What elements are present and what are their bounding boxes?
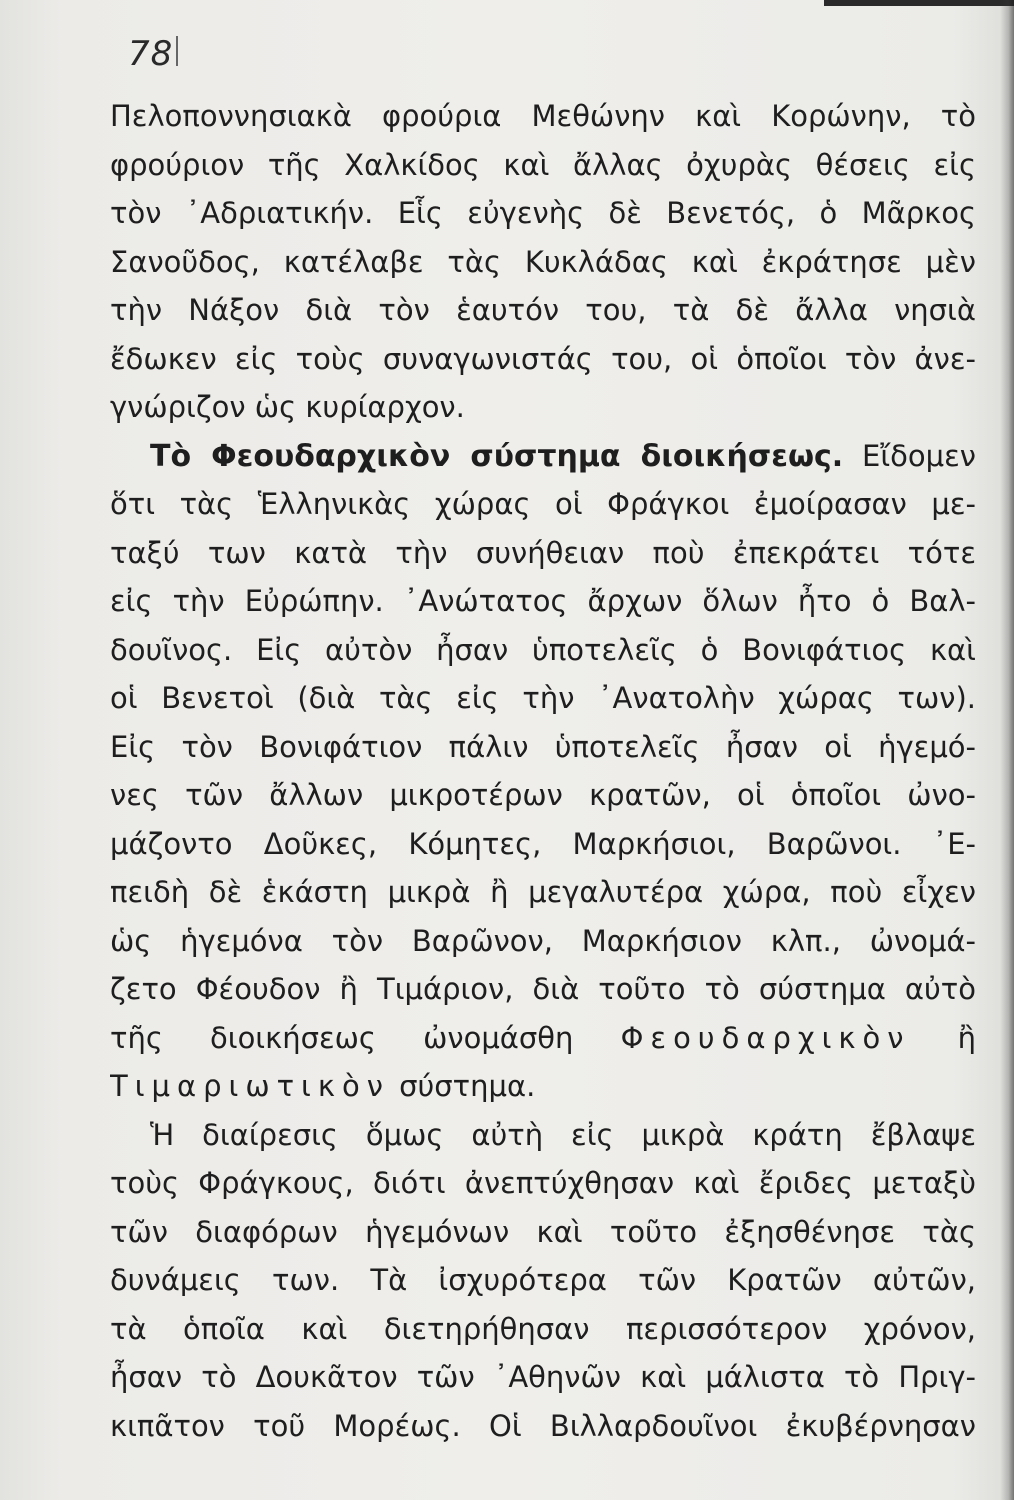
text-line: ἔδωκεν εἰς τοὺς συναγωνιστάς του, οἱ ὁποῖοι τὸν ἀνε-: [110, 341, 976, 376]
page-binding-shadow: [1000, 0, 1014, 1500]
section-heading: Τὸ Φεουδαρχικὸν σύστημα διοικήσεως.: [150, 438, 844, 474]
text-line: μάζοντο Δοῦκες, Κόμητες, Μαρκήσιοι, Βαρῶνοι. ᾿Ε-: [110, 826, 976, 861]
text-line: πειδὴ δὲ ἑκάστη μικρὰ ἢ μεγαλυτέρα χώρα, ποὺ εἶχεν: [110, 875, 976, 909]
text-line: δουῖνος. Εἰς αὐτὸν ἦσαν ὑποτελεῖς ὁ Βονιφάτιος καὶ: [110, 632, 976, 667]
text-line: Πελοποννησιακὰ φρούρια Μεθώνην καὶ Κορώνην, τὸ: [110, 99, 976, 133]
text-line: ὅτι τὰς Ἑλληνικὰς χώρας οἱ Φράγκοι ἐμοίρασαν με-: [110, 487, 976, 521]
text-line: κιπᾶτον τοῦ Μορέως. Οἱ Βιλλαρδουῖνοι ἐκυβέρνησαν: [110, 1408, 976, 1443]
page-number: 78: [128, 34, 174, 74]
text-line: νες τῶν ἄλλων μικροτέρων κρατῶν, οἱ ὁποῖοι ὠνο-: [110, 778, 976, 812]
text-line: ἦσαν τὸ Δουκᾶτον τῶν ᾿Αθηνῶν καὶ μάλιστα τὸ Πριγ-: [110, 1360, 976, 1394]
text-fragment: τῆς διοικήσεως ὠνομάσθη: [110, 1020, 574, 1055]
text-line: τὸν ᾿Αδριατικήν. Εἷς εὐγενὴς δὲ Βενετός, ὁ Μᾶρκος: [110, 196, 976, 230]
spaced-term: Φεουδαρχικὸν: [620, 1020, 911, 1055]
text-line: ταξύ των κατὰ τὴν συνήθειαν ποὺ ἐπεκράτει τότε: [110, 535, 976, 570]
text-line: Εἰς τὸν Βονιφάτιον πάλιν ὑποτελεῖς ἦσαν οἱ ἡγεμό-: [110, 729, 976, 764]
text-line: Σανοῦδος, κατέλαβε τὰς Κυκλάδας καὶ ἐκράτησε μὲν: [110, 244, 976, 279]
text-fragment: ἢ: [957, 1020, 976, 1055]
text-line: φρούριον τῆς Χαλκίδος καὶ ἄλλας ὀχυρὰς θέσεις εἰς: [110, 147, 976, 182]
text-line: οἱ Βενετοὶ (διὰ τὰς εἰς τὴν ᾿Ανατολὴν χώρας των).: [110, 681, 976, 715]
page-top-edge-shadow: [824, 0, 1014, 6]
text-line: δυνάμεις των. Τὰ ἰσχυρότερα τῶν Κρατῶν αὐτῶν,: [110, 1263, 976, 1297]
text-line: ζετο Φέουδον ἢ Τιμάριον, διὰ τοῦτο τὸ σύστημα αὐτὸ: [110, 972, 976, 1006]
page-number-mark: [176, 36, 178, 66]
text-line: Ἡ διαίρεσις ὅμως αὐτὴ εἰς μικρὰ κράτη ἔβλαψε: [150, 1117, 976, 1152]
text-line: εἰς τὴν Εὐρώπην. ᾿Ανώτατος ἄρχων ὅλων ἦτο ὁ Βαλ-: [110, 584, 976, 618]
text-fragment: Εἴδομεν: [862, 438, 976, 473]
text-line: τὰ ὁποῖα καὶ διετηρήθησαν περισσότερον χρόνον,: [110, 1311, 976, 1346]
text-fragment: σύστημα.: [399, 1069, 536, 1103]
body-text: [110, 92, 976, 1450]
text-line: [110, 1062, 976, 1111]
section-heading-line: [110, 432, 976, 481]
text-line: γνώριζον ὡς κυρίαρχον.: [110, 390, 465, 424]
text-line: [110, 1014, 976, 1063]
text-line: τοὺς Φράγκους, διότι ἀνεπτύχθησαν καὶ ἔριδες μεταξὺ: [110, 1166, 976, 1200]
spaced-term: Τιμαριωτικὸν: [110, 1069, 390, 1103]
text-line: ὡς ἡγεμόνα τὸν Βαρῶνον, Μαρκήσιον κλπ., ὠνομά-: [110, 923, 976, 958]
text-line: τὴν Νάξον διὰ τὸν ἑαυτόν του, τὰ δὲ ἄλλα νησιὰ: [110, 293, 976, 327]
text-line: τῶν διαφόρων ἡγεμόνων καὶ τοῦτο ἐξησθένησε τὰς: [110, 1214, 976, 1249]
